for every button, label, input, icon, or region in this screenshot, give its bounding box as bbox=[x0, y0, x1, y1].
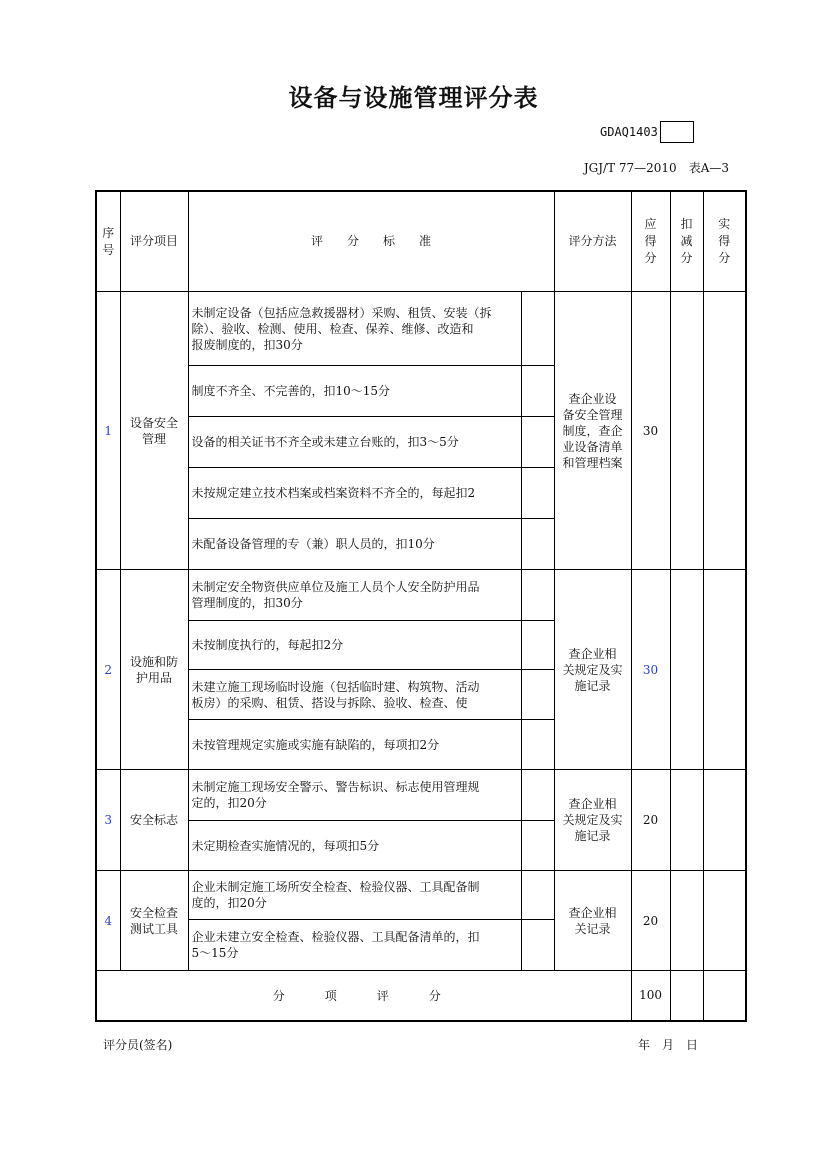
form-code-area bbox=[600, 121, 694, 143]
should-score: 20 bbox=[631, 871, 670, 971]
row-number: 3 bbox=[96, 770, 120, 871]
criteria-pad bbox=[521, 770, 554, 821]
table-row bbox=[96, 570, 746, 621]
scoring-method: 查企业相 关记录 bbox=[554, 871, 631, 971]
deduct-score-cell[interactable] bbox=[670, 570, 703, 770]
criteria-pad bbox=[521, 920, 554, 971]
scoring-method: 查企业相 关规定及实 施记录 bbox=[554, 770, 631, 871]
should-score: 20 bbox=[631, 770, 670, 871]
row-number: 1 bbox=[96, 292, 120, 570]
header-item: 评分项目 bbox=[120, 191, 188, 292]
item-name: 安全检查 测试工具 bbox=[120, 871, 188, 971]
table-row bbox=[96, 292, 746, 366]
criteria-pad bbox=[521, 621, 554, 670]
scoring-method: 查企业设 备安全管理 制度，查企 业设备清单 和管理档案 bbox=[554, 292, 631, 570]
deduct-score-cell[interactable] bbox=[670, 770, 703, 871]
row-number: 4 bbox=[96, 871, 120, 971]
total-actual-cell[interactable] bbox=[703, 971, 746, 1021]
header-actual-score: 实 得 分 bbox=[703, 191, 746, 292]
criteria-pad bbox=[521, 570, 554, 621]
form-code: GDAQ1403 bbox=[600, 125, 658, 139]
rater-signature-label: 评分员(签名) bbox=[103, 1038, 173, 1052]
item-name: 设施和防 护用品 bbox=[120, 570, 188, 770]
criteria-pad bbox=[521, 720, 554, 770]
header-no: 序 号 bbox=[96, 191, 120, 292]
actual-score-cell[interactable] bbox=[703, 292, 746, 570]
actual-score-cell[interactable] bbox=[703, 871, 746, 971]
criteria-pad bbox=[521, 417, 554, 468]
criteria-cell: 未配备设备管理的专（兼）职人员的，扣10分 bbox=[188, 519, 521, 570]
criteria-cell: 未定期检查实施情况的，每项扣5分 bbox=[188, 821, 521, 871]
criteria-cell: 设备的相关证书不齐全或未建立台账的，扣3～5分 bbox=[188, 417, 521, 468]
total-should-score: 100 bbox=[631, 971, 670, 1021]
criteria-cell: 企业未建立安全检查、检验仪器、工具配备清单的，扣 5～15分 bbox=[188, 920, 521, 971]
criteria-pad bbox=[521, 468, 554, 519]
item-name: 安全标志 bbox=[120, 770, 188, 871]
actual-score-cell[interactable] bbox=[703, 770, 746, 871]
criteria-pad bbox=[521, 821, 554, 871]
row-number: 2 bbox=[96, 570, 120, 770]
criteria-cell: 未制定设备（包括应急救援器材）采购、租赁、安装（拆 除）、验收、检测、使用、检查、保养、维修、改造和 报废制度的，扣30分 bbox=[188, 292, 521, 366]
date-label: 年 月 日 bbox=[638, 1038, 699, 1052]
criteria-pad bbox=[521, 670, 554, 720]
header-should-score: 应 得 分 bbox=[631, 191, 670, 292]
criteria-cell: 企业未制定施工场所安全检查、检验仪器、工具配备制 度的，扣20分 bbox=[188, 871, 521, 920]
should-score: 30 bbox=[631, 570, 670, 770]
header-row bbox=[96, 191, 746, 292]
actual-score-cell[interactable] bbox=[703, 570, 746, 770]
criteria-pad bbox=[521, 519, 554, 570]
criteria-cell: 制度不齐全、不完善的，扣10～15分 bbox=[188, 366, 521, 417]
scoring-method: 查企业相 关规定及实 施记录 bbox=[554, 570, 631, 770]
criteria-cell: 未制定施工现场安全警示、警告标识、标志使用管理规 定的，扣20分 bbox=[188, 770, 521, 821]
table-row bbox=[96, 770, 746, 821]
criteria-cell: 未制定安全物资供应单位及施工人员个人安全防护用品 管理制度的，扣30分 bbox=[188, 570, 521, 621]
deduct-score-cell[interactable] bbox=[670, 871, 703, 971]
criteria-cell: 未按管理规定实施或实施有缺陷的，每项扣2分 bbox=[188, 720, 521, 770]
criteria-pad bbox=[521, 366, 554, 417]
deduct-score-cell[interactable] bbox=[670, 292, 703, 570]
criteria-pad bbox=[521, 871, 554, 920]
total-deduct-cell[interactable] bbox=[670, 971, 703, 1021]
header-method: 评分方法 bbox=[554, 191, 631, 292]
total-row bbox=[96, 971, 746, 1021]
table-row bbox=[96, 871, 746, 920]
total-label: 分 项 评 分 bbox=[96, 971, 631, 1021]
scoring-table bbox=[95, 190, 747, 1022]
form-code-input-box[interactable] bbox=[660, 121, 694, 143]
header-criteria: 评 分 标 准 bbox=[188, 191, 554, 292]
criteria-cell: 未建立施工现场临时设施（包括临时建、构筑物、活动 板房）的采购、租赁、搭设与拆除、验收、检查、使 bbox=[188, 670, 521, 720]
criteria-cell: 未按规定建立技术档案或档案资料不齐全的，每起扣2 bbox=[188, 468, 521, 519]
criteria-pad bbox=[521, 292, 554, 366]
should-score: 30 bbox=[631, 292, 670, 570]
criteria-cell: 未按制度执行的，每起扣2分 bbox=[188, 621, 521, 670]
page-title: 设备与设施管理评分表 bbox=[288, 84, 539, 112]
header-deduct-score: 扣 减 分 bbox=[670, 191, 703, 292]
standard-reference: JGJ/T 77—2010 表A—3 bbox=[583, 161, 729, 175]
item-name: 设备安全 管理 bbox=[120, 292, 188, 570]
